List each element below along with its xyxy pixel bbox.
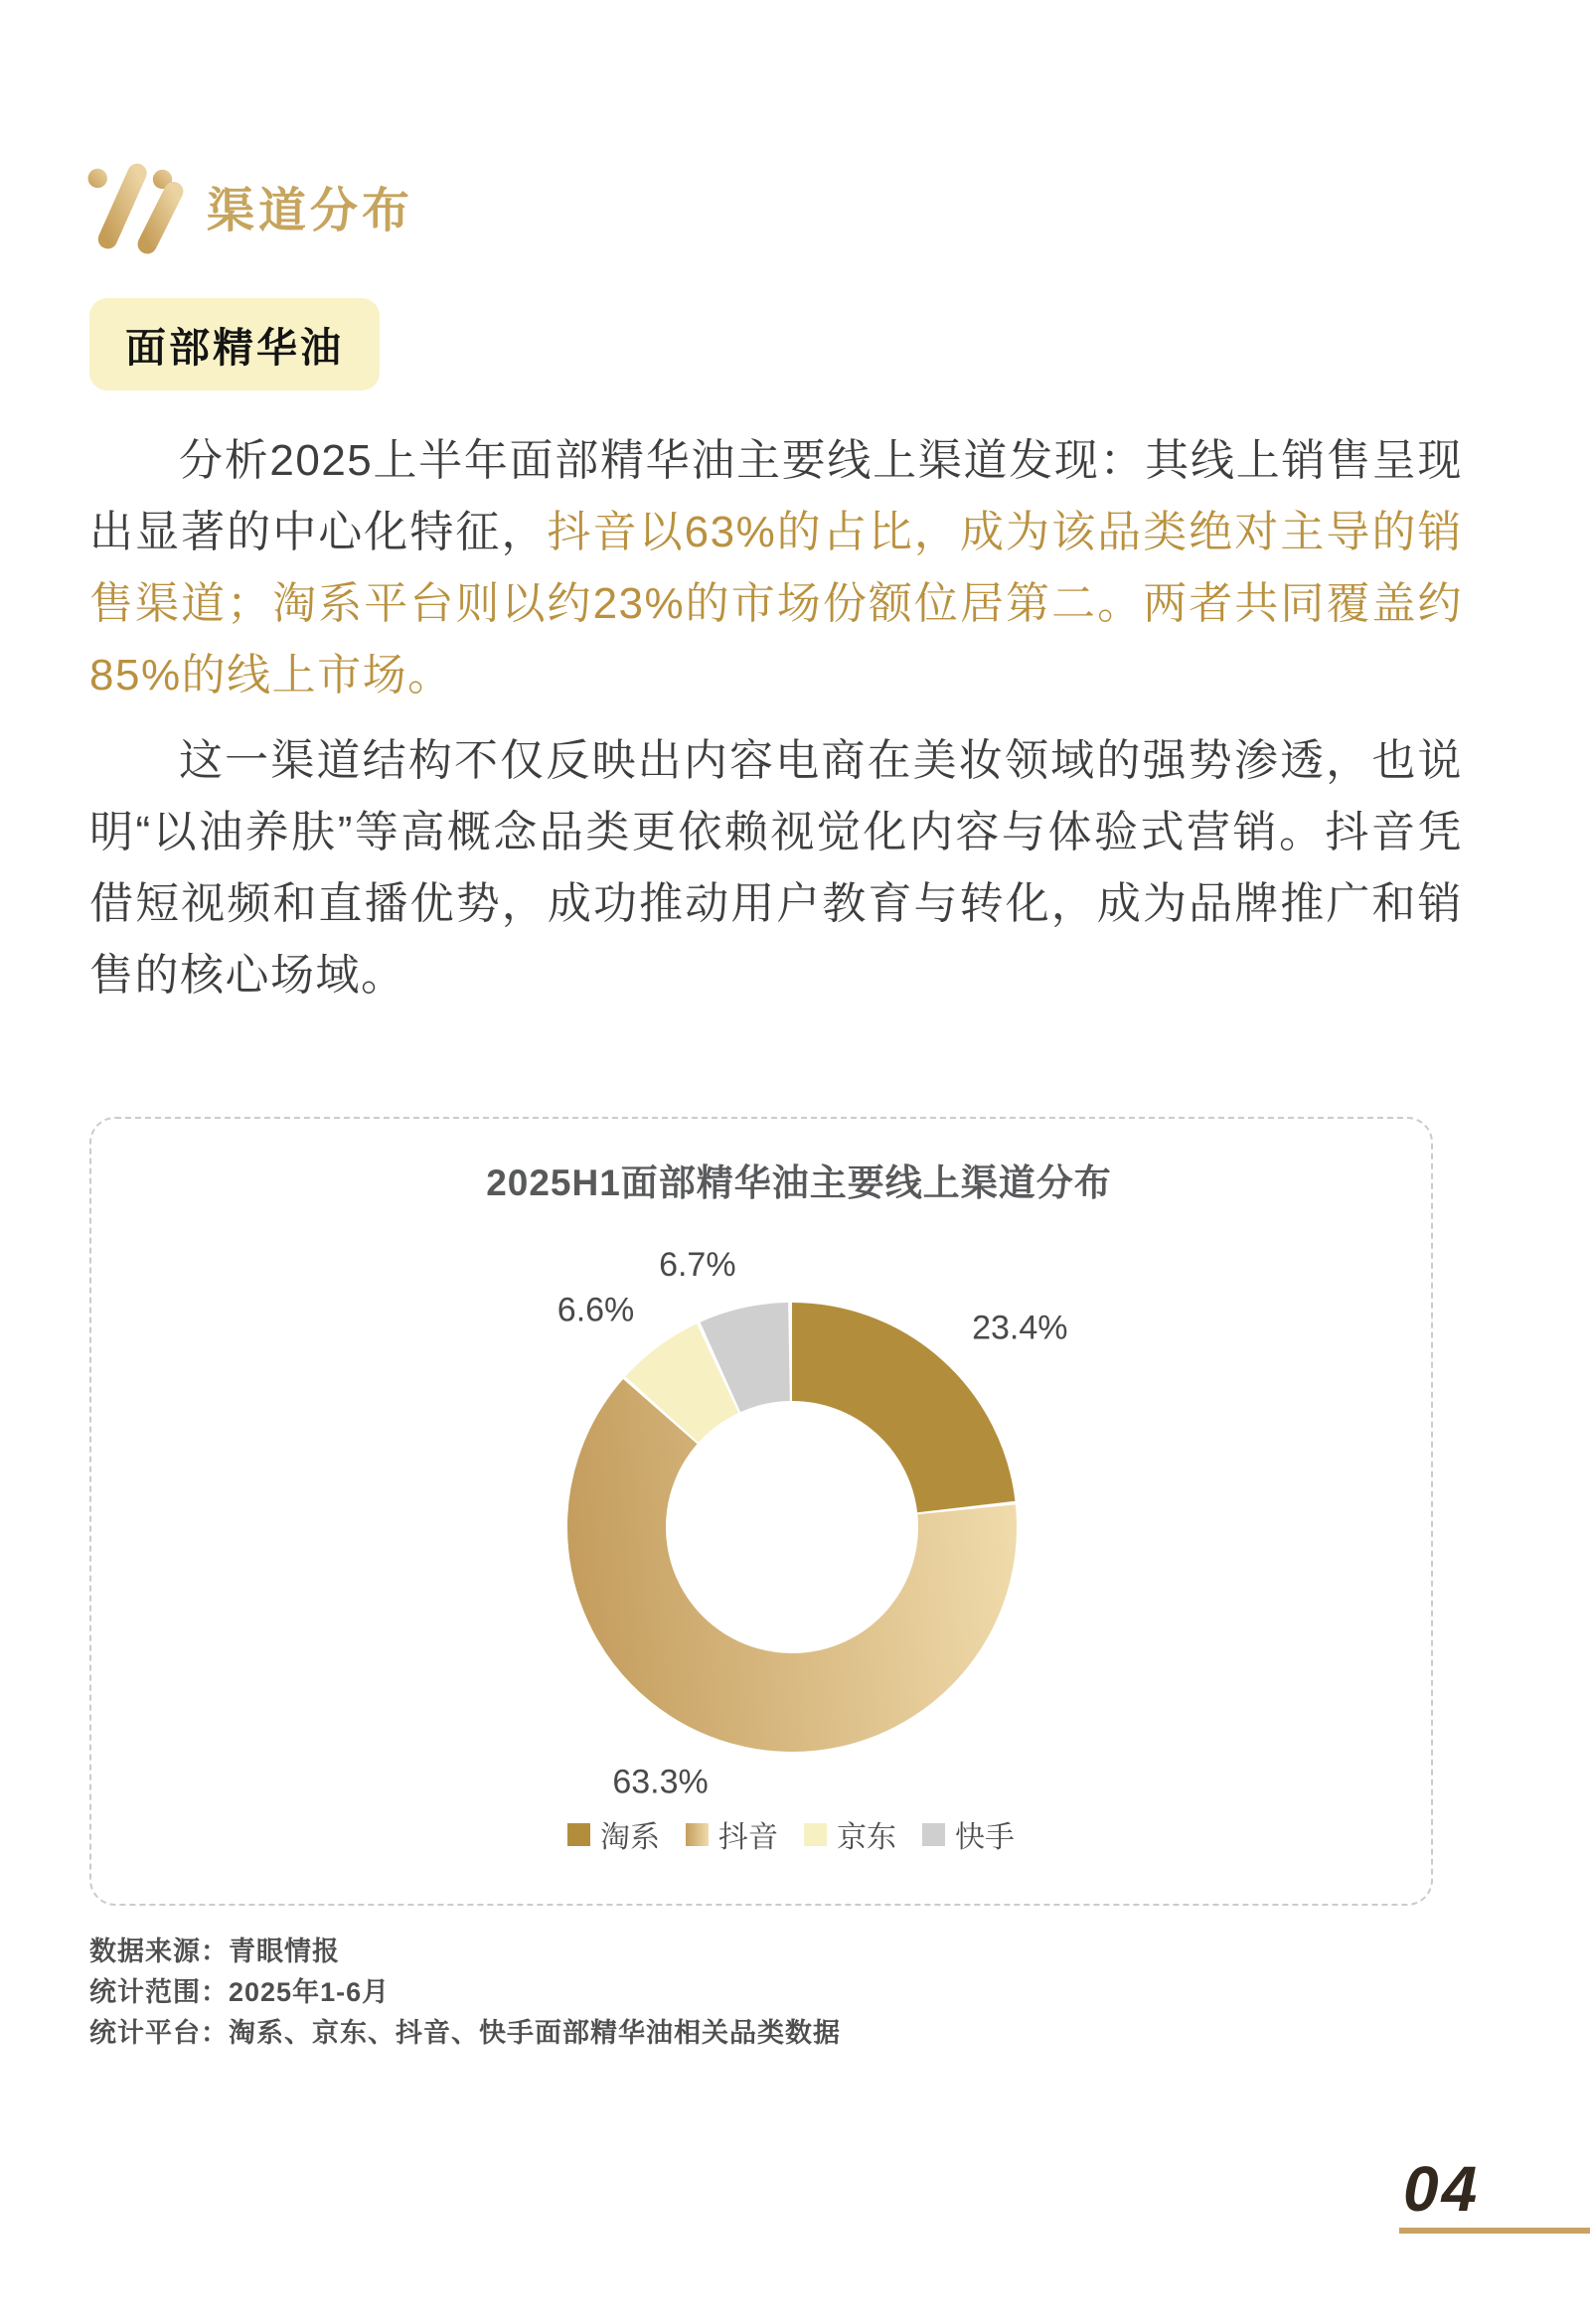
- footnote-platforms: 统计平台：淘系、京东、抖音、快手面部精华油相关品类数据: [89, 2018, 841, 2048]
- legend-item-京东: [804, 1812, 896, 1856]
- donut-chart: [474, 1244, 1110, 1800]
- slice-label-抖音: 63.3%: [612, 1763, 709, 1800]
- chart-legend: [121, 1812, 1461, 1856]
- page-number-rule: [1399, 2228, 1590, 2234]
- footnotes: [89, 1932, 841, 2054]
- legend-swatch-icon: [686, 1823, 709, 1846]
- slice-label-淘系: 23.4%: [972, 1309, 1068, 1347]
- page-title: 渠道分布: [207, 184, 414, 237]
- legend-label: 快手: [955, 1821, 1015, 1854]
- footnote-source: 数据来源：青眼情报: [89, 1937, 340, 1966]
- category-badge: 面部精华油: [89, 298, 380, 390]
- chart-title: 2025H1面部精华油主要线上渠道分布: [486, 1162, 1112, 1203]
- paragraph-2: 这一渠道结构不仅反映出内容电商在美妆领域的强势渗透，也说明“以油养肤”等高概念品类更依赖视觉化内容与体验式营销。抖音凭借短视频和直播优势，成功推动用户教育与转化，成为品牌推广和销售的核心场域。: [89, 736, 1463, 1000]
- legend-label: 京东: [837, 1821, 896, 1854]
- slice-label-京东: 6.6%: [556, 1291, 635, 1329]
- paragraph-1-dark-text: 分析2025上半年面部精华油主要线上渠道发现：其线上销售呈现出显著的中心化特征，: [89, 436, 1463, 556]
- legend-swatch-icon: [804, 1823, 827, 1846]
- paragraph-1: [89, 425, 1463, 711]
- brand-logo-icon: [85, 157, 187, 254]
- legend-label: 抖音: [718, 1821, 778, 1854]
- legend-item-快手: [922, 1812, 1015, 1856]
- page-number: 04: [1403, 2153, 1481, 2225]
- body-text: [89, 425, 1463, 1011]
- slice-label-快手: 6.7%: [659, 1245, 736, 1284]
- section-header: [85, 157, 413, 254]
- legend-item-抖音: [686, 1812, 778, 1856]
- paragraph-1-gold-text: 抖音以63%的占比，成为该品类绝对主导的销售渠道；淘系平台则以约23%的市场份额位居第二。两者共同覆盖约85%的线上市场。: [89, 508, 1463, 699]
- legend-swatch-icon: [567, 1823, 590, 1846]
- chart-card: [89, 1117, 1433, 1906]
- legend-item-淘系: [567, 1812, 660, 1856]
- legend-swatch-icon: [922, 1823, 945, 1846]
- donut-chart-svg: [474, 1244, 1110, 1800]
- footnote-range: 统计范围：2025年1-6月: [89, 1977, 391, 2007]
- legend-label: 淘系: [600, 1821, 660, 1854]
